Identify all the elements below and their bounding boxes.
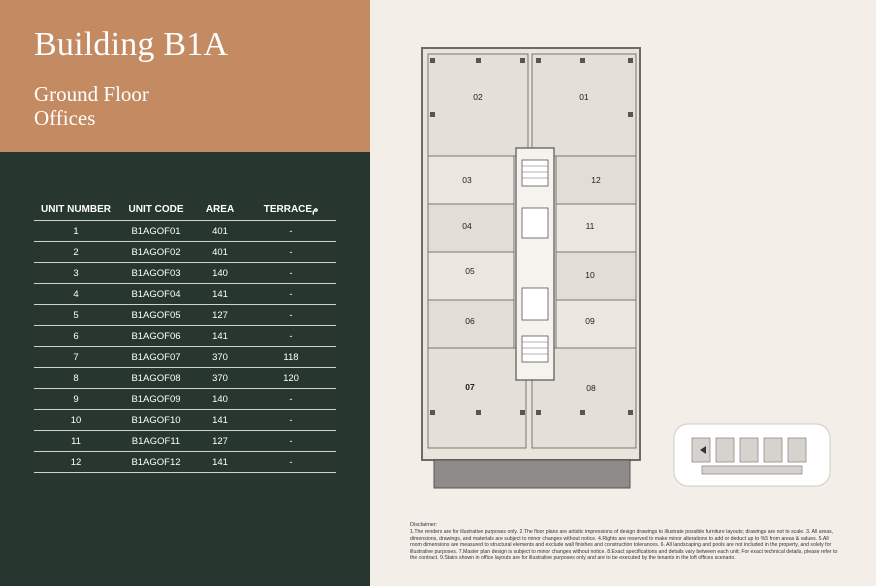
table-row: [34, 452, 336, 473]
cell-unit-number: 4: [34, 284, 118, 305]
disclaimer-text: 1.The renders are for illustrative purposes only. 2.The floor plans are artistic impressions of design drawings to illustrate possible furniture layouts; drawings are not to scale. 3. All areas, dimensions, drawings, and materials are subject to minor changes without notice. 4.Rights are reserved to make minor alterations to add or deduct up to %5 from areas & values. 5.All room dimensions are measured to structural elements and exclude wall finishes and construction tolerances. 6. All landscaping and pools are not included in the property, and solely for illustrative purposes. 7.Master plan design is subject to minor changes without notice. 8.Exact specifications and details vary between each unit; For exact technical details, please refer to the contract. 9.Stairs shown in office layouts are for illustrative purposes only and are to be executed by the tenants in the loft offices scenario.: [410, 529, 838, 562]
key-block-5: [788, 438, 806, 462]
cell-unit-code: B1AGOF07: [118, 347, 194, 368]
floor-plan: [420, 40, 692, 492]
unit-07-area[interactable]: [428, 348, 526, 448]
header-terrace: TERRACEم: [246, 200, 336, 221]
unit-label-06: 06: [465, 316, 475, 326]
cell-terrace: -: [246, 452, 336, 473]
table-row: [34, 431, 336, 452]
unit-label-02: 02: [473, 92, 483, 102]
cell-terrace: -: [246, 431, 336, 452]
cell-area: 141: [194, 284, 246, 305]
unit-09-area[interactable]: [556, 300, 636, 348]
cell-terrace: -: [246, 284, 336, 305]
cell-unit-code: B1AGOF01: [118, 221, 194, 242]
table-row: [34, 242, 336, 263]
cell-unit-code: B1AGOF05: [118, 305, 194, 326]
cell-area: 401: [194, 221, 246, 242]
cell-unit-number: 6: [34, 326, 118, 347]
table-row: [34, 347, 336, 368]
table-row: [34, 326, 336, 347]
cell-unit-number: 8: [34, 368, 118, 389]
cell-unit-code: B1AGOF02: [118, 242, 194, 263]
stair-core-2: [522, 336, 548, 362]
table-row: [34, 284, 336, 305]
cell-unit-code: B1AGOF09: [118, 389, 194, 410]
cell-unit-number: 7: [34, 347, 118, 368]
key-block-4: [764, 438, 782, 462]
header-unit-number: UNIT NUMBER: [34, 200, 118, 221]
cell-unit-code: B1AGOF10: [118, 410, 194, 431]
unit-01-area[interactable]: [532, 54, 636, 156]
table-row: [34, 410, 336, 431]
header-area: AREA: [194, 200, 246, 221]
page-subtitle: [34, 82, 149, 130]
unit-label-01: 01: [579, 92, 589, 102]
unit-label-10: 10: [585, 270, 595, 280]
cell-terrace: 118: [246, 347, 336, 368]
cell-unit-number: 11: [34, 431, 118, 452]
unit-05-area[interactable]: [428, 252, 514, 300]
disclaimer-title: Disclaimer:: [410, 522, 438, 528]
unit-label-07: 07: [465, 382, 475, 392]
subtitle-line-2: Offices: [34, 106, 96, 130]
cell-unit-number: 3: [34, 263, 118, 284]
subtitle-line-1: Ground Floor: [34, 82, 149, 106]
unit-label-05: 05: [465, 266, 475, 276]
cell-unit-number: 5: [34, 305, 118, 326]
table-header-row: [34, 200, 336, 221]
cell-area: 140: [194, 389, 246, 410]
key-plan: [672, 422, 832, 488]
cell-unit-number: 10: [34, 410, 118, 431]
unit-11-area[interactable]: [556, 204, 636, 252]
unit-label-08: 08: [586, 383, 596, 393]
table-row: [34, 221, 336, 242]
cell-unit-code: B1AGOF06: [118, 326, 194, 347]
table-row: [34, 263, 336, 284]
right-panel: [370, 0, 876, 586]
stair-core-1: [522, 160, 548, 186]
podium-block: [434, 460, 630, 488]
cell-terrace: -: [246, 242, 336, 263]
cell-area: 370: [194, 368, 246, 389]
cell-unit-code: B1AGOF08: [118, 368, 194, 389]
unit-label-11: 11: [585, 221, 595, 231]
cell-unit-code: B1AGOF03: [118, 263, 194, 284]
cell-unit-number: 9: [34, 389, 118, 410]
cell-unit-code: B1AGOF11: [118, 431, 194, 452]
cell-unit-number: 12: [34, 452, 118, 473]
cell-area: 141: [194, 410, 246, 431]
unit-10-area[interactable]: [556, 252, 636, 300]
key-podium: [702, 466, 802, 474]
disclaimer: [410, 522, 840, 561]
header-unit-code: UNIT CODE: [118, 200, 194, 221]
unit-label-04: 04: [462, 221, 472, 231]
page-title: Building B1A: [34, 26, 229, 63]
lift-core-2: [522, 288, 548, 320]
cell-unit-number: 1: [34, 221, 118, 242]
cell-terrace: -: [246, 305, 336, 326]
cell-unit-number: 2: [34, 242, 118, 263]
table-row: [34, 368, 336, 389]
cell-area: 141: [194, 326, 246, 347]
key-block-2: [716, 438, 734, 462]
cell-area: 140: [194, 263, 246, 284]
lift-core-1: [522, 208, 548, 238]
cell-terrace: -: [246, 410, 336, 431]
unit-02-area[interactable]: [428, 54, 528, 156]
cell-area: 401: [194, 242, 246, 263]
cell-unit-code: B1AGOF04: [118, 284, 194, 305]
unit-table: [34, 200, 336, 473]
cell-terrace: -: [246, 326, 336, 347]
table-row: [34, 389, 336, 410]
cell-terrace: -: [246, 221, 336, 242]
key-block-3: [740, 438, 758, 462]
unit-label-03: 03: [462, 175, 472, 185]
cell-terrace: -: [246, 263, 336, 284]
unit-label-12: 12: [591, 175, 601, 185]
cell-area: 141: [194, 452, 246, 473]
table-row: [34, 305, 336, 326]
unit-label-09: 09: [585, 316, 595, 326]
cell-terrace: 120: [246, 368, 336, 389]
cell-terrace: -: [246, 389, 336, 410]
cell-area: 370: [194, 347, 246, 368]
cell-unit-code: B1AGOF12: [118, 452, 194, 473]
cell-area: 127: [194, 431, 246, 452]
title-block: [0, 0, 370, 152]
cell-area: 127: [194, 305, 246, 326]
left-panel: [0, 0, 370, 586]
